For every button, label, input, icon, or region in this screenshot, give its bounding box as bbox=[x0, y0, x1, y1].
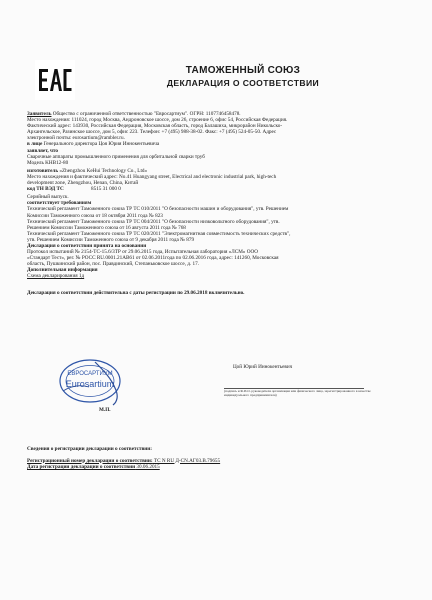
applicant-fact-address-2: Архангельское, Разинское шоссе, дом 5, офис 223. Телефон: +7 (495) 988-38-02. Факс: +7 (495) 524-05-50. Адрес bbox=[27, 129, 277, 136]
additional-info-value: Схема декларирования 1д bbox=[27, 273, 85, 280]
registration-number-label: Регистрационный номер декларации о соответствии: bbox=[27, 457, 153, 464]
product-model: Модель KHB12-80 bbox=[27, 159, 69, 166]
document-title: ТАМОЖЕННЫЙ СОЮЗ bbox=[185, 65, 301, 76]
product-description: Сварочные аппараты промышленного применения для орбитальной сварки труб bbox=[27, 153, 205, 160]
validity-statement: Декларация о соответствии действительна с даты регистрации по 29.06.2018 включительно. bbox=[27, 289, 245, 296]
manufacturer-address-1: Место нахождения и фактический адрес: No.41 Huangyang street, Electrical and electronic industrial park, high-tech bbox=[27, 173, 277, 180]
manufacturer-value: «Zhengzhou KeHui Technology Co., Ltd» bbox=[58, 167, 148, 174]
stamp-brand: Eurosartium bbox=[65, 379, 115, 389]
declares-label: заявляет, что bbox=[27, 147, 58, 154]
declaration-body bbox=[27, 111, 402, 296]
requirement-line-6: утв. Решением Комиссии Таможенного союза от 9 декабря 2011 года № 879 bbox=[27, 236, 195, 243]
company-stamp bbox=[45, 356, 135, 406]
person-value: Генерального директора Цоя Юрия Иннокентьевича bbox=[42, 141, 160, 148]
requirement-line-1: Технический регламент Таможенного союза ТР ТС 010/2011 "О безопасности машин и оборудования", утв. Решением bbox=[27, 206, 289, 213]
eac-logo bbox=[35, 60, 75, 100]
signature-caption-1: (подпись и Ф.И.О. руководителя организации или физического лица, зарегистрированного в качестве bbox=[224, 389, 371, 393]
serial-production: Серийный выпуск. bbox=[27, 194, 69, 201]
signature-caption bbox=[224, 389, 374, 397]
registration-number-value: ТС N RU Д-CN.АГ03.В.79655 bbox=[152, 457, 221, 464]
basis-line-1: Протокол испытаний № 2154-ТС-15.6/3ТР от 29.06.2015 года, Испытательная лаборатория «ЛСМ» ООО bbox=[27, 249, 258, 256]
applicant-value: Общество с ограниченной ответственностью "Евросартиум". ОГРН: 1107746458478. bbox=[51, 111, 241, 117]
tn-ved-label: код ТН ВЭД ТС bbox=[27, 186, 64, 193]
signature-caption-2: индивидуального предпринимателя) bbox=[224, 393, 277, 397]
applicant-fact-address-1: Фактический адрес: 143930, Российская Федерация, Московская область, город Балашиха, микрорайон Никольско- bbox=[27, 123, 283, 130]
requirement-line-2: Комиссии Таможенного союза от 18 октября 2011 года № 823 bbox=[27, 212, 163, 219]
signatory-name: Цой Юрий Иннокентьевич bbox=[233, 364, 293, 370]
tn-ved-value: 8515 31 000 0 bbox=[91, 186, 121, 193]
registration-date-value: 30.06.2015 bbox=[135, 464, 160, 471]
additional-info-label: Дополнительная информация bbox=[27, 267, 98, 274]
registration-date-label: Дата регистрации декларации о соответствии bbox=[27, 464, 136, 471]
requirement-line-3: Технический регламент Таможенного союза ТР ТС 004/2011 "О безопасности низковольтного оборудования", утв. bbox=[27, 218, 280, 225]
requirement-line-4: Решением Комиссии Таможенного союза от 16 августа 2011 года № 768 bbox=[27, 224, 186, 231]
document-subtitle: ДЕКЛАРАЦИЯ О СООТВЕТСТВИИ bbox=[166, 78, 320, 88]
manufacturer-address-2: development zone, Zhengzhou, Henan, China, Китай bbox=[27, 180, 139, 187]
applicant-label: Заявитель bbox=[27, 111, 52, 117]
applicant-address: Место нахождения: 111024, город Москва, Андроновское шоссе, дом 26, строение 6, офис 54, Российская Федерация. bbox=[27, 117, 288, 124]
manufacturer-label: изготовитель bbox=[27, 167, 59, 174]
registration-number-line bbox=[27, 458, 407, 465]
person-label: в лице bbox=[27, 141, 43, 148]
registration-heading: Сведения о регистрации декларации о соответствии: bbox=[27, 446, 152, 452]
registration-date-line bbox=[27, 464, 407, 471]
applicant-email: электронной почты: eurosartium@rambler.ru. bbox=[27, 135, 125, 142]
requirement-line-5: Технический регламент Таможенного союза ТР ТС 020/2011 "Электромагнитная совместимость технических средств", bbox=[27, 230, 291, 237]
basis-line-3: область, Пушкинский район, пос. Правдинский, Степаньковское шоссе, д. 17. bbox=[27, 261, 200, 268]
requirements-label: соответствует требованиям bbox=[27, 200, 92, 207]
basis-line-2: «Стандарт Тест», рег. № РОСС RU.0001.21АВ61 от 02.06.2011года по 02.06.2016 года, адрес: 141260, Московская bbox=[27, 255, 279, 262]
stamp-brand-ru: ЕВРОСАРТИУМ bbox=[67, 371, 113, 377]
seal-place-mark: М.П. bbox=[99, 407, 111, 413]
registration-section bbox=[27, 446, 407, 471]
basis-label: Декларация о соответствии принята на основании bbox=[27, 242, 147, 249]
